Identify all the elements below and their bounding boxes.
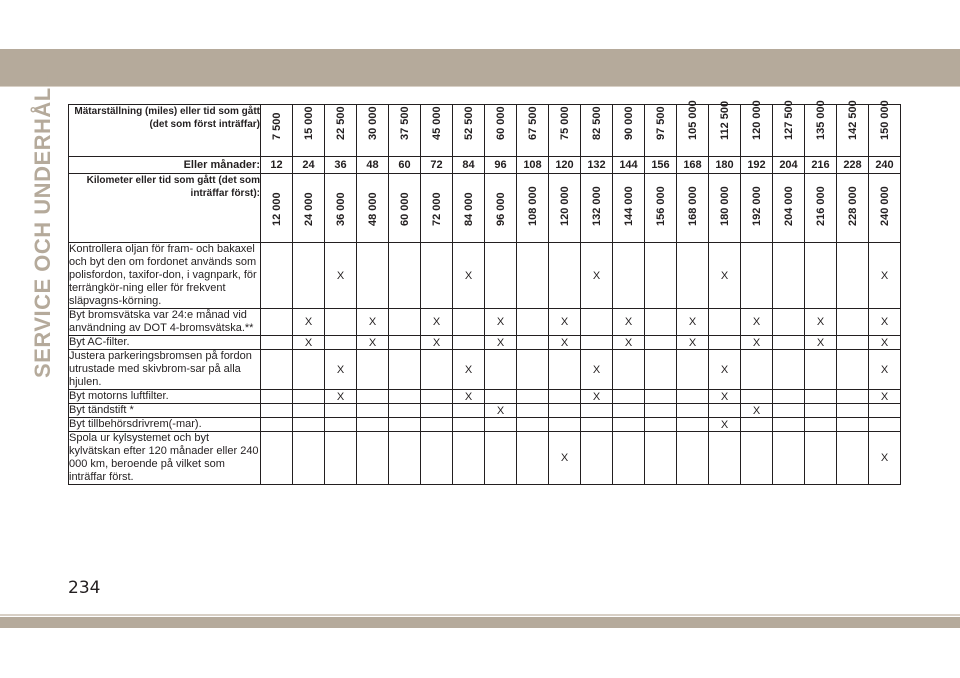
- task-description: Spola ur kylsystemet och byt kylvätskan efter 120 månader eller 240 000 km, beroende på vilket som inträffar först.: [69, 432, 259, 483]
- interval-mark: [581, 432, 613, 485]
- km-header-row: [69, 174, 901, 243]
- interval-mark: [485, 350, 517, 390]
- interval-mark: [645, 336, 677, 350]
- interval-mark: [261, 243, 293, 309]
- interval-mark: [517, 243, 549, 309]
- interval-mark: [613, 404, 645, 418]
- km-header-cell: [421, 174, 453, 243]
- interval-mark: X: [293, 309, 325, 336]
- miles-header-cell: [325, 105, 357, 157]
- interval-mark: X: [677, 309, 709, 336]
- interval-mark: X: [613, 309, 645, 336]
- miles-header-cell: [837, 100, 869, 157]
- months-value: 240: [869, 157, 901, 174]
- interval-mark: [325, 432, 357, 485]
- interval-mark: X: [293, 336, 325, 350]
- interval-mark: [453, 404, 485, 418]
- miles-header-cell: [741, 100, 773, 157]
- miles-value: 15 000: [302, 106, 315, 140]
- interval-mark: X: [357, 309, 389, 336]
- interval-mark: [357, 432, 389, 485]
- km-header-cell: [645, 174, 677, 243]
- km-header-cell: [293, 174, 325, 243]
- months-value: 72: [421, 157, 453, 174]
- km-header-cell: [581, 174, 613, 243]
- km-header-cell: [741, 174, 773, 243]
- months-value: 84: [453, 157, 485, 174]
- km-value: 36 000: [334, 192, 347, 226]
- km-value: 120 000: [558, 186, 571, 226]
- miles-value: 37 500: [398, 106, 411, 140]
- task-description: Byt tändstift *: [69, 404, 261, 418]
- miles-header-cell: [709, 100, 741, 157]
- interval-mark: X: [805, 336, 837, 350]
- interval-mark: [549, 243, 581, 309]
- interval-mark: [421, 390, 453, 404]
- km-header-cell: [485, 174, 517, 243]
- interval-mark: [837, 404, 869, 418]
- interval-mark: [613, 350, 645, 390]
- interval-mark: X: [709, 418, 741, 432]
- interval-mark: X: [325, 390, 357, 404]
- km-header-cell: [869, 174, 901, 243]
- km-header-cell: [453, 174, 485, 243]
- interval-mark: [485, 243, 517, 309]
- interval-mark: [677, 350, 709, 390]
- interval-mark: [581, 309, 613, 336]
- interval-mark: [677, 432, 709, 485]
- interval-mark: X: [741, 309, 773, 336]
- interval-mark: [837, 350, 869, 390]
- km-header-cell: [261, 174, 293, 243]
- months-value: 60: [389, 157, 421, 174]
- km-value: 84 000: [462, 192, 475, 226]
- miles-header-cell: [421, 105, 453, 157]
- interval-mark: [677, 404, 709, 418]
- interval-mark: [549, 418, 581, 432]
- km-value: 144 000: [622, 186, 635, 226]
- miles-header-cell: [645, 105, 677, 157]
- interval-mark: X: [869, 243, 901, 309]
- interval-mark: [325, 309, 357, 336]
- interval-mark: [517, 404, 549, 418]
- interval-mark: X: [549, 309, 581, 336]
- interval-mark: [645, 390, 677, 404]
- miles-value: 150 000: [878, 100, 891, 140]
- task-description: Byt tillbehörsdrivrem(-mar).: [69, 418, 261, 432]
- interval-mark: [357, 350, 389, 390]
- interval-mark: [389, 404, 421, 418]
- interval-mark: [421, 243, 453, 309]
- interval-mark: [837, 336, 869, 350]
- header-band: [0, 49, 960, 86]
- table-row: [69, 390, 901, 404]
- km-value: 216 000: [814, 186, 827, 226]
- km-header-cell: [325, 174, 357, 243]
- interval-mark: [741, 350, 773, 390]
- miles-value: 60 000: [494, 106, 507, 140]
- interval-mark: [389, 243, 421, 309]
- interval-mark: X: [869, 336, 901, 350]
- interval-mark: [389, 350, 421, 390]
- interval-mark: [805, 350, 837, 390]
- miles-value: 45 000: [430, 106, 443, 140]
- interval-mark: X: [869, 350, 901, 390]
- interval-mark: X: [741, 404, 773, 418]
- task-description: Byt bromsvätska var 24:e månad vid användning av DOT 4-bromsvätska.**: [69, 309, 261, 336]
- months-value: 120: [549, 157, 581, 174]
- interval-mark: [357, 418, 389, 432]
- interval-mark: [485, 390, 517, 404]
- months-header-label: Eller månader:: [69, 157, 261, 174]
- interval-mark: X: [709, 350, 741, 390]
- interval-mark: [325, 404, 357, 418]
- interval-mark: [645, 418, 677, 432]
- interval-mark: [261, 432, 293, 485]
- interval-mark: [549, 390, 581, 404]
- months-value: 192: [741, 157, 773, 174]
- interval-mark: X: [581, 243, 613, 309]
- interval-mark: [613, 390, 645, 404]
- interval-mark: [389, 309, 421, 336]
- interval-mark: [677, 418, 709, 432]
- interval-mark: [517, 390, 549, 404]
- miles-header-label: Mätarställning (miles) eller tid som gått (det som först inträffar): [69, 105, 261, 157]
- interval-mark: [389, 418, 421, 432]
- km-header-label: Kilometer eller tid som gått (det som inträffar först):: [69, 174, 261, 243]
- miles-header-cell: [517, 105, 549, 157]
- miles-header-cell: [805, 100, 837, 157]
- interval-mark: [805, 418, 837, 432]
- miles-header-cell: [357, 105, 389, 157]
- miles-header-cell: [581, 105, 613, 157]
- km-value: 48 000: [366, 192, 379, 226]
- interval-mark: [517, 350, 549, 390]
- interval-mark: [421, 418, 453, 432]
- side-section-title: SERVICE OCH UNDERHÅLL: [30, 73, 55, 378]
- miles-header-cell: [677, 100, 709, 157]
- page-number: 234: [68, 578, 101, 598]
- miles-value: 97 500: [654, 106, 667, 140]
- km-value: 204 000: [782, 186, 795, 226]
- miles-header-cell: [869, 100, 901, 157]
- interval-mark: [325, 336, 357, 350]
- km-value: 12 000: [270, 192, 283, 226]
- miles-value: 30 000: [366, 106, 379, 140]
- interval-mark: [293, 404, 325, 418]
- miles-value: 120 000: [750, 100, 763, 140]
- interval-mark: X: [453, 350, 485, 390]
- interval-mark: X: [485, 309, 517, 336]
- interval-mark: [773, 350, 805, 390]
- interval-mark: [677, 390, 709, 404]
- miles-header-cell: [485, 105, 517, 157]
- interval-mark: [773, 336, 805, 350]
- task-description: Kontrollera oljan för fram- och bakaxel och byt den om fordonet används som polisfordon, taxifor-don, i vagnpark, för terrängkör-ning eller för frekvent släpvagns-körning.: [69, 243, 261, 309]
- months-value: 228: [837, 157, 869, 174]
- table-row: [69, 418, 901, 432]
- interval-mark: X: [869, 432, 901, 485]
- interval-mark: [389, 336, 421, 350]
- km-value: 132 000: [590, 186, 603, 226]
- interval-mark: [453, 432, 485, 485]
- footer-band: [0, 617, 960, 628]
- km-value: 96 000: [494, 192, 507, 226]
- interval-mark: [773, 432, 805, 485]
- km-header-cell: [837, 174, 869, 243]
- interval-mark: [293, 418, 325, 432]
- months-value: 156: [645, 157, 677, 174]
- miles-header-cell: [549, 105, 581, 157]
- km-value: 240 000: [878, 186, 891, 226]
- table-row: [69, 350, 901, 390]
- interval-mark: [837, 309, 869, 336]
- interval-mark: [645, 350, 677, 390]
- table-row: [69, 309, 901, 336]
- km-value: 108 000: [526, 186, 539, 226]
- interval-mark: [645, 404, 677, 418]
- interval-mark: [453, 309, 485, 336]
- interval-mark: [517, 336, 549, 350]
- table-row: [69, 432, 901, 485]
- interval-mark: [645, 432, 677, 485]
- interval-mark: [645, 243, 677, 309]
- km-value: 156 000: [654, 186, 667, 226]
- table-row: [69, 336, 901, 350]
- interval-mark: [293, 432, 325, 485]
- table-row: [69, 404, 901, 418]
- interval-mark: [389, 390, 421, 404]
- km-header-cell: [517, 174, 549, 243]
- km-value: 180 000: [718, 186, 731, 226]
- interval-mark: [517, 418, 549, 432]
- interval-mark: X: [357, 336, 389, 350]
- km-header-cell: [773, 174, 805, 243]
- interval-mark: X: [709, 390, 741, 404]
- interval-mark: [741, 390, 773, 404]
- miles-header-cell: [453, 105, 485, 157]
- km-header-cell: [677, 174, 709, 243]
- km-header-cell: [709, 174, 741, 243]
- interval-mark: [581, 336, 613, 350]
- task-description: Byt motorns luftfilter.: [69, 390, 261, 404]
- interval-mark: [837, 390, 869, 404]
- interval-mark: [837, 418, 869, 432]
- interval-mark: [837, 432, 869, 485]
- interval-mark: [613, 418, 645, 432]
- interval-mark: X: [549, 336, 581, 350]
- interval-mark: X: [581, 350, 613, 390]
- interval-mark: [357, 390, 389, 404]
- km-value: 60 000: [398, 192, 411, 226]
- km-header-cell: [613, 174, 645, 243]
- interval-mark: [325, 418, 357, 432]
- interval-mark: X: [453, 390, 485, 404]
- table-row: [69, 243, 901, 309]
- interval-mark: [421, 350, 453, 390]
- interval-mark: [805, 404, 837, 418]
- header-band-line: [0, 86, 960, 87]
- km-header-cell: [389, 174, 421, 243]
- miles-value: 142 500: [846, 100, 859, 140]
- months-value: 96: [485, 157, 517, 174]
- miles-value: 127 500: [782, 100, 795, 140]
- interval-mark: X: [421, 309, 453, 336]
- interval-mark: [869, 404, 901, 418]
- interval-mark: [581, 404, 613, 418]
- miles-header-cell: [261, 105, 293, 157]
- interval-mark: [389, 432, 421, 485]
- miles-header-cell: [389, 105, 421, 157]
- interval-mark: [709, 404, 741, 418]
- interval-mark: [293, 350, 325, 390]
- miles-header-row: [69, 105, 901, 157]
- interval-mark: X: [325, 350, 357, 390]
- miles-value: 112 500: [718, 100, 731, 140]
- miles-value: 22 500: [334, 106, 347, 140]
- interval-mark: [613, 243, 645, 309]
- months-value: 216: [805, 157, 837, 174]
- interval-mark: X: [805, 309, 837, 336]
- interval-mark: [261, 418, 293, 432]
- interval-mark: [869, 418, 901, 432]
- task-description: Justera parkeringsbromsen på fordon utrustade med skivbrom-sar på alla hjulen.: [69, 350, 261, 390]
- interval-mark: [453, 336, 485, 350]
- interval-mark: [837, 243, 869, 309]
- interval-mark: X: [869, 309, 901, 336]
- interval-mark: [261, 336, 293, 350]
- interval-mark: X: [741, 336, 773, 350]
- months-value: 180: [709, 157, 741, 174]
- months-value: 48: [357, 157, 389, 174]
- interval-mark: X: [613, 336, 645, 350]
- interval-mark: [261, 350, 293, 390]
- miles-header-cell: [773, 100, 805, 157]
- interval-mark: X: [709, 243, 741, 309]
- km-header-cell: [805, 174, 837, 243]
- task-description: Byt AC-filter.: [69, 336, 261, 350]
- interval-mark: [261, 404, 293, 418]
- months-header-row: [69, 157, 901, 174]
- km-header-cell: [357, 174, 389, 243]
- interval-mark: X: [485, 404, 517, 418]
- interval-mark: [421, 404, 453, 418]
- interval-mark: [613, 432, 645, 485]
- interval-mark: [453, 418, 485, 432]
- interval-mark: [645, 309, 677, 336]
- interval-mark: [677, 243, 709, 309]
- interval-mark: [773, 309, 805, 336]
- interval-mark: [261, 309, 293, 336]
- interval-mark: X: [421, 336, 453, 350]
- miles-value: 90 000: [622, 106, 635, 140]
- months-value: 36: [325, 157, 357, 174]
- interval-mark: [805, 243, 837, 309]
- interval-mark: [293, 243, 325, 309]
- miles-value: 135 000: [814, 100, 827, 140]
- km-value: 168 000: [686, 186, 699, 226]
- interval-mark: [741, 243, 773, 309]
- interval-mark: [805, 390, 837, 404]
- interval-mark: [773, 390, 805, 404]
- interval-mark: X: [869, 390, 901, 404]
- interval-mark: [485, 432, 517, 485]
- interval-mark: X: [677, 336, 709, 350]
- months-value: 108: [517, 157, 549, 174]
- miles-header-cell: [293, 105, 325, 157]
- interval-mark: [357, 404, 389, 418]
- miles-value: 82 500: [590, 106, 603, 140]
- interval-mark: [517, 309, 549, 336]
- interval-mark: [773, 404, 805, 418]
- interval-mark: [773, 418, 805, 432]
- km-value: 72 000: [430, 192, 443, 226]
- miles-value: 75 000: [558, 106, 571, 140]
- interval-mark: [357, 243, 389, 309]
- interval-mark: [709, 432, 741, 485]
- km-value: 192 000: [750, 186, 763, 226]
- months-value: 132: [581, 157, 613, 174]
- interval-mark: [261, 390, 293, 404]
- maintenance-schedule-table: [68, 100, 901, 485]
- interval-mark: X: [581, 390, 613, 404]
- interval-mark: X: [485, 336, 517, 350]
- interval-mark: [517, 432, 549, 485]
- km-value: 24 000: [302, 192, 315, 226]
- km-value: 228 000: [846, 186, 859, 226]
- miles-value: 67 500: [526, 106, 539, 140]
- interval-mark: X: [549, 432, 581, 485]
- miles-header-cell: [613, 105, 645, 157]
- km-header-cell: [549, 174, 581, 243]
- interval-mark: [549, 350, 581, 390]
- interval-mark: X: [453, 243, 485, 309]
- months-value: 24: [293, 157, 325, 174]
- interval-mark: X: [325, 243, 357, 309]
- interval-mark: [741, 432, 773, 485]
- interval-mark: [421, 432, 453, 485]
- interval-mark: [773, 243, 805, 309]
- interval-mark: [741, 418, 773, 432]
- months-value: 168: [677, 157, 709, 174]
- interval-mark: [293, 390, 325, 404]
- months-value: 144: [613, 157, 645, 174]
- interval-mark: [709, 336, 741, 350]
- interval-mark: [805, 432, 837, 485]
- miles-value: 105 000: [686, 100, 699, 140]
- months-value: 204: [773, 157, 805, 174]
- months-value: 12: [261, 157, 293, 174]
- interval-mark: [709, 309, 741, 336]
- footer-band-line: [0, 614, 960, 616]
- miles-value: 52 500: [462, 106, 475, 140]
- interval-mark: [485, 418, 517, 432]
- interval-mark: [581, 418, 613, 432]
- interval-mark: [549, 404, 581, 418]
- miles-value: 7 500: [270, 112, 283, 140]
